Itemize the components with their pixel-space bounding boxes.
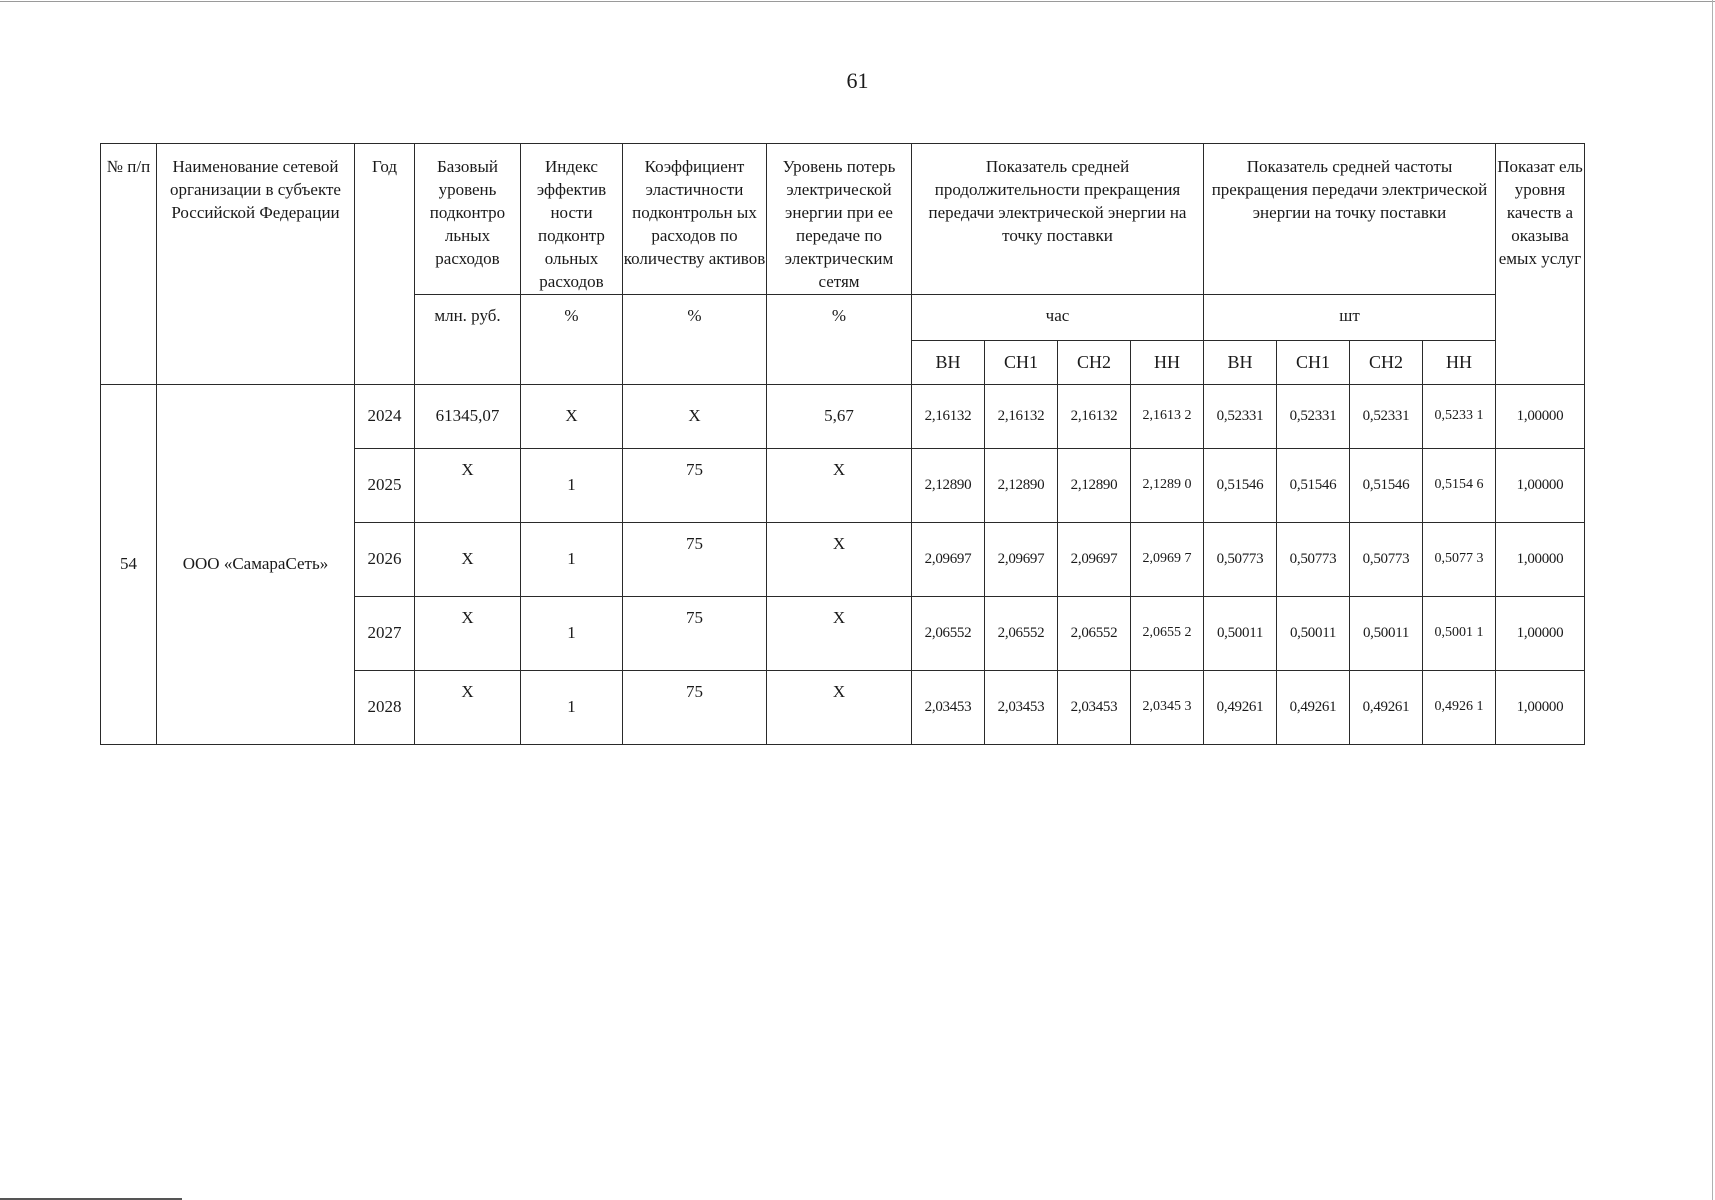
row-base: Х xyxy=(415,596,521,670)
row-coef: 75 xyxy=(623,670,767,744)
row-duration-nn: 2,0969 7 xyxy=(1131,522,1204,596)
header-row xyxy=(101,144,1585,295)
row-frequency-vn: 0,52331 xyxy=(1204,384,1277,448)
row-index: 1 xyxy=(521,448,623,522)
row-duration-sn2: 2,03453 xyxy=(1058,670,1131,744)
row-loss: Х xyxy=(767,448,912,522)
row-frequency-nn: 0,5154 6 xyxy=(1423,448,1496,522)
row-quality: 1,00000 xyxy=(1496,384,1585,448)
table-row xyxy=(101,384,1585,448)
row-frequency-vn: 0,50773 xyxy=(1204,522,1277,596)
row-index: 1 xyxy=(521,522,623,596)
row-frequency-sn1: 0,52331 xyxy=(1277,384,1350,448)
row-loss: Х xyxy=(767,596,912,670)
row-year: 2025 xyxy=(355,448,415,522)
row-quality: 1,00000 xyxy=(1496,448,1585,522)
unit-base: млн. руб. xyxy=(415,294,521,384)
row-duration-sn2: 2,06552 xyxy=(1058,596,1131,670)
row-index: 1 xyxy=(521,670,623,744)
row-duration-sn1: 2,12890 xyxy=(985,448,1058,522)
row-frequency-sn1: 0,50011 xyxy=(1277,596,1350,670)
frequency-level-nn: НН xyxy=(1423,340,1496,384)
row-quality: 1,00000 xyxy=(1496,522,1585,596)
unit-frequency: шт xyxy=(1204,294,1496,340)
header-num: № п/п xyxy=(101,144,157,385)
row-frequency-sn2: 0,49261 xyxy=(1350,670,1423,744)
row-duration-nn: 2,0655 2 xyxy=(1131,596,1204,670)
unit-loss: % xyxy=(767,294,912,384)
header-quality: Показат ель уровня качеств а оказыва емых услуг xyxy=(1496,144,1585,385)
row-duration-sn1: 2,03453 xyxy=(985,670,1058,744)
header-efficiency-index: Индекс эффектив ности подконтр ольных расходов xyxy=(521,144,623,295)
row-duration-sn2: 2,09697 xyxy=(1058,522,1131,596)
row-duration-sn1: 2,09697 xyxy=(985,522,1058,596)
row-loss: 5,67 xyxy=(767,384,912,448)
row-frequency-vn: 0,50011 xyxy=(1204,596,1277,670)
row-frequency-sn1: 0,50773 xyxy=(1277,522,1350,596)
row-year: 2027 xyxy=(355,596,415,670)
row-year: 2028 xyxy=(355,670,415,744)
unit-coef: % xyxy=(623,294,767,384)
row-duration-nn: 2,0345 3 xyxy=(1131,670,1204,744)
row-year: 2024 xyxy=(355,384,415,448)
row-loss: Х xyxy=(767,670,912,744)
row-coef: Х xyxy=(623,384,767,448)
header-loss-level: Уровень потерь электрической энергии при ее передаче по электрическим сетям xyxy=(767,144,912,295)
row-duration-vn: 2,03453 xyxy=(912,670,985,744)
indicators-table xyxy=(100,143,1585,745)
row-base: Х xyxy=(415,670,521,744)
duration-level-sn2: СН2 xyxy=(1058,340,1131,384)
header-elasticity-coefficient: Коэффициент эластичности подконтрольн ых расходов по количеству активов xyxy=(623,144,767,295)
row-frequency-sn1: 0,49261 xyxy=(1277,670,1350,744)
row-frequency-sn2: 0,50773 xyxy=(1350,522,1423,596)
row-frequency-vn: 0,51546 xyxy=(1204,448,1277,522)
header-duration: Показатель средней продолжительности прекращения передачи электрической энергии на точку поставки xyxy=(912,144,1204,295)
row-base: Х xyxy=(415,522,521,596)
org-name: ООО «СамараСеть» xyxy=(157,384,355,744)
row-index: Х xyxy=(521,384,623,448)
duration-level-sn1: СН1 xyxy=(985,340,1058,384)
row-duration-sn2: 2,12890 xyxy=(1058,448,1131,522)
duration-level-vn: ВН xyxy=(912,340,985,384)
row-frequency-sn2: 0,50011 xyxy=(1350,596,1423,670)
row-base: 61345,07 xyxy=(415,384,521,448)
page-number: 61 xyxy=(846,68,869,93)
row-frequency-vn: 0,49261 xyxy=(1204,670,1277,744)
row-frequency-sn2: 0,52331 xyxy=(1350,384,1423,448)
row-coef: 75 xyxy=(623,596,767,670)
row-frequency-nn: 0,4926 1 xyxy=(1423,670,1496,744)
duration-level-nn: НН xyxy=(1131,340,1204,384)
row-index: 1 xyxy=(521,596,623,670)
right-border-line xyxy=(1712,0,1713,1200)
row-duration-nn: 2,1613 2 xyxy=(1131,384,1204,448)
unit-duration: час xyxy=(912,294,1204,340)
row-duration-vn: 2,12890 xyxy=(912,448,985,522)
frequency-level-sn2: СН2 xyxy=(1350,340,1423,384)
row-duration-vn: 2,16132 xyxy=(912,384,985,448)
org-number: 54 xyxy=(101,384,157,744)
row-frequency-nn: 0,5001 1 xyxy=(1423,596,1496,670)
row-coef: 75 xyxy=(623,522,767,596)
header-year: Год xyxy=(355,144,415,385)
row-quality: 1,00000 xyxy=(1496,596,1585,670)
row-duration-vn: 2,06552 xyxy=(912,596,985,670)
row-quality: 1,00000 xyxy=(1496,670,1585,744)
row-base: Х xyxy=(415,448,521,522)
frequency-level-sn1: СН1 xyxy=(1277,340,1350,384)
row-coef: 75 xyxy=(623,448,767,522)
row-frequency-sn2: 0,51546 xyxy=(1350,448,1423,522)
row-frequency-nn: 0,5077 3 xyxy=(1423,522,1496,596)
header-frequency: Показатель средней частоты прекращения передачи электрической энергии на точку поставки xyxy=(1204,144,1496,295)
frequency-level-vn: ВН xyxy=(1204,340,1277,384)
unit-index: % xyxy=(521,294,623,384)
row-year: 2026 xyxy=(355,522,415,596)
header-base-level: Базовый уровень подконтро льных расходов xyxy=(415,144,521,295)
row-duration-vn: 2,09697 xyxy=(912,522,985,596)
row-duration-nn: 2,1289 0 xyxy=(1131,448,1204,522)
row-frequency-sn1: 0,51546 xyxy=(1277,448,1350,522)
row-duration-sn2: 2,16132 xyxy=(1058,384,1131,448)
top-border-line xyxy=(0,1,1715,2)
row-loss: Х xyxy=(767,522,912,596)
header-organization: Наименование сетевой организации в субъекте Российской Федерации xyxy=(157,144,355,385)
row-duration-sn1: 2,16132 xyxy=(985,384,1058,448)
row-frequency-nn: 0,5233 1 xyxy=(1423,384,1496,448)
row-duration-sn1: 2,06552 xyxy=(985,596,1058,670)
